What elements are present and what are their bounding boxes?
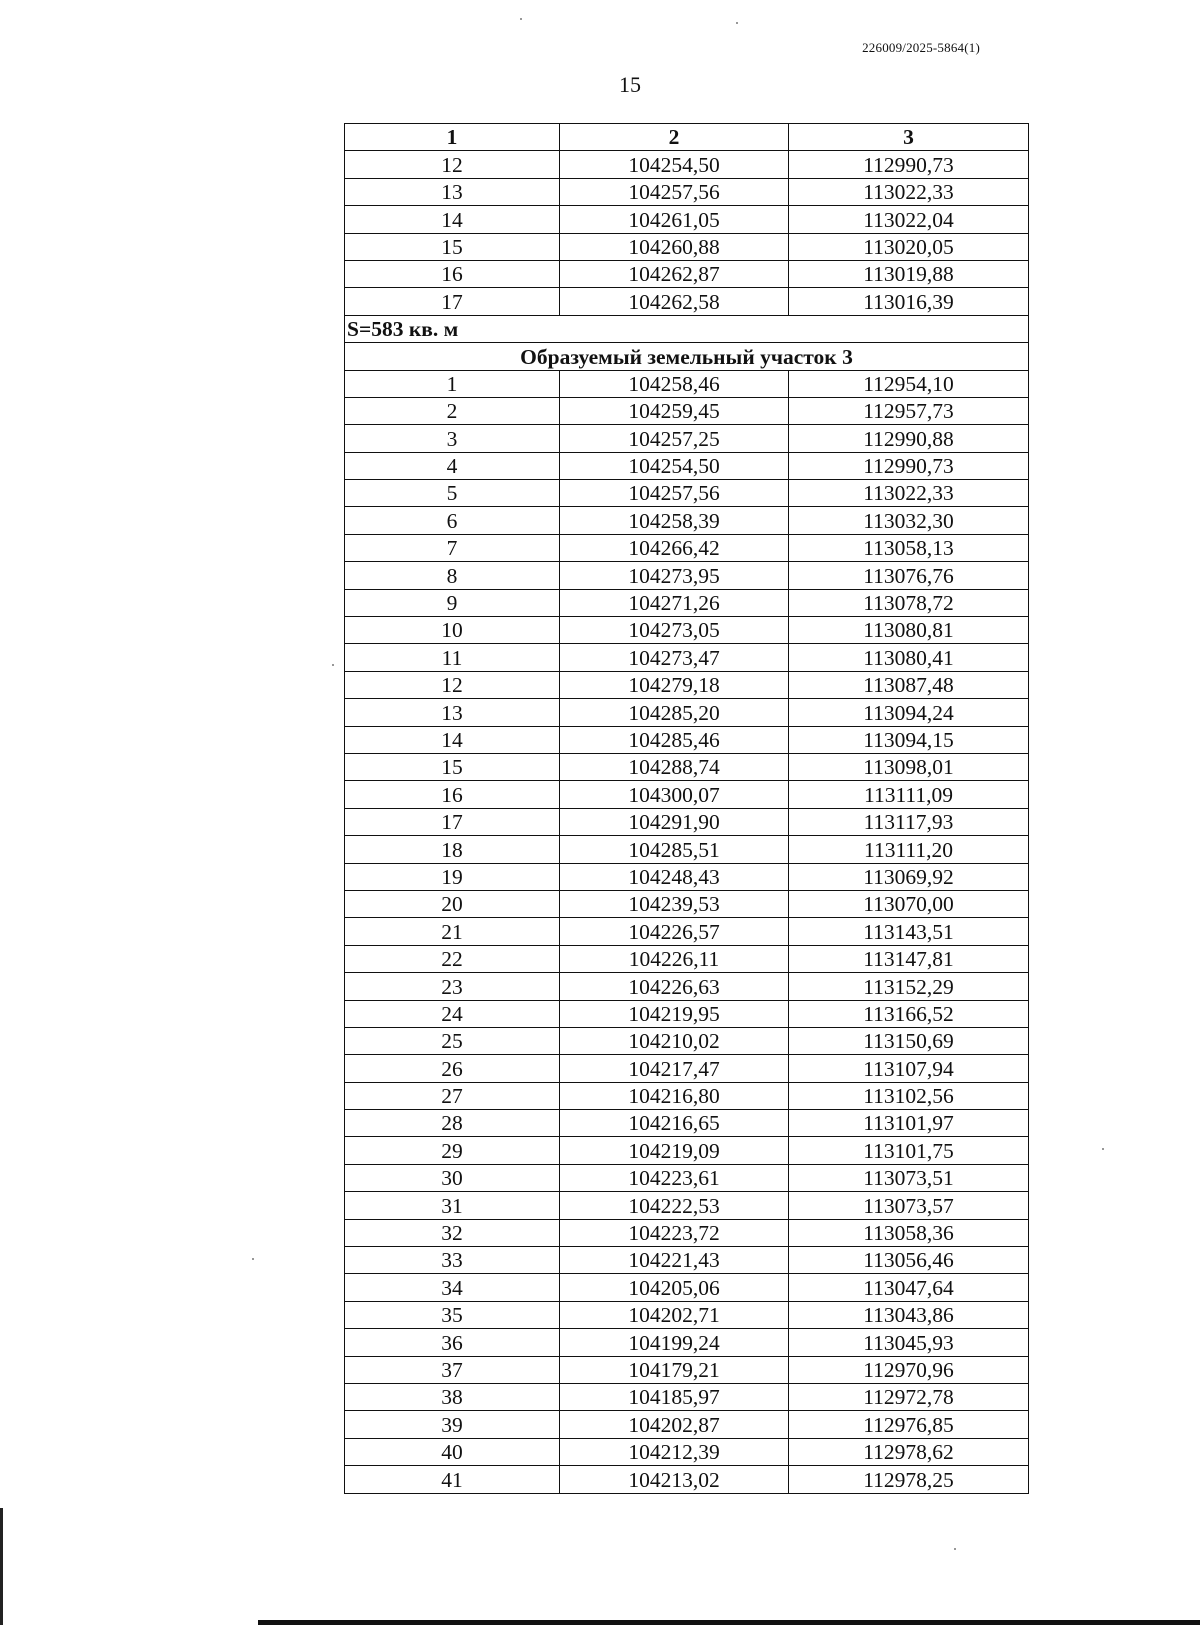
x-coordinate-cell: 104212,39	[560, 1438, 789, 1465]
y-coordinate-cell: 113111,09	[789, 781, 1029, 808]
table-row	[345, 1164, 1029, 1191]
x-coordinate-cell: 104219,09	[560, 1137, 789, 1164]
table-row	[345, 1027, 1029, 1054]
table-row	[345, 973, 1029, 1000]
point-number-cell: 14	[345, 726, 560, 753]
point-number-cell: 13	[345, 178, 560, 205]
y-coordinate-cell: 113080,81	[789, 617, 1029, 644]
point-number-cell: 33	[345, 1247, 560, 1274]
coordinates-table-body	[345, 124, 1029, 1494]
section-title: Образуемый земельный участок 3	[345, 343, 1029, 370]
table-row	[345, 233, 1029, 260]
table-row	[345, 1438, 1029, 1465]
table-row	[345, 507, 1029, 534]
point-number-cell: 7	[345, 534, 560, 561]
table-row	[345, 589, 1029, 616]
point-number-cell: 2	[345, 397, 560, 424]
document-number: 226009/2025-5864(1)	[862, 40, 980, 55]
table-row	[345, 644, 1029, 671]
x-coordinate-cell: 104285,20	[560, 699, 789, 726]
y-coordinate-cell: 113080,41	[789, 644, 1029, 671]
table-row	[345, 1219, 1029, 1246]
x-coordinate-cell: 104223,61	[560, 1164, 789, 1191]
table-row	[345, 1247, 1029, 1274]
table-row	[345, 726, 1029, 753]
x-coordinate-cell: 104202,87	[560, 1411, 789, 1438]
x-coordinate-cell: 104216,65	[560, 1110, 789, 1137]
x-coordinate-cell: 104285,46	[560, 726, 789, 753]
page-number: 15	[619, 72, 641, 97]
x-coordinate-cell: 104219,95	[560, 1000, 789, 1027]
y-coordinate-cell: 113094,24	[789, 699, 1029, 726]
x-coordinate-cell: 104179,21	[560, 1356, 789, 1383]
table-row	[345, 480, 1029, 507]
x-coordinate-cell: 104222,53	[560, 1192, 789, 1219]
table-row	[345, 534, 1029, 561]
y-coordinate-cell: 112990,73	[789, 452, 1029, 479]
table-row	[345, 452, 1029, 479]
y-coordinate-cell: 113111,20	[789, 836, 1029, 863]
table-row	[345, 918, 1029, 945]
y-coordinate-cell: 112972,78	[789, 1383, 1029, 1410]
x-coordinate-cell: 104254,50	[560, 452, 789, 479]
point-number-cell: 12	[345, 671, 560, 698]
header-cell-y: 3	[789, 124, 1029, 151]
table-row	[345, 562, 1029, 589]
x-coordinate-cell: 104257,25	[560, 425, 789, 452]
y-coordinate-cell: 113152,29	[789, 973, 1029, 1000]
x-coordinate-cell: 104300,07	[560, 781, 789, 808]
table-row	[345, 945, 1029, 972]
y-coordinate-cell: 113101,97	[789, 1110, 1029, 1137]
point-number-cell: 22	[345, 945, 560, 972]
table-row	[345, 808, 1029, 835]
table-row	[345, 1055, 1029, 1082]
x-coordinate-cell: 104223,72	[560, 1219, 789, 1246]
point-number-cell: 31	[345, 1192, 560, 1219]
coordinates-table	[344, 123, 1029, 1494]
table-row	[345, 890, 1029, 917]
y-coordinate-cell: 113032,30	[789, 507, 1029, 534]
table-row	[345, 781, 1029, 808]
y-coordinate-cell: 113019,88	[789, 260, 1029, 287]
point-number-cell: 9	[345, 589, 560, 616]
table-row	[345, 1192, 1029, 1219]
point-number-cell: 39	[345, 1411, 560, 1438]
x-coordinate-cell: 104202,71	[560, 1301, 789, 1328]
point-number-cell: 8	[345, 562, 560, 589]
point-number-cell: 1	[345, 370, 560, 397]
table-row	[345, 425, 1029, 452]
y-coordinate-cell: 113058,13	[789, 534, 1029, 561]
x-coordinate-cell: 104262,87	[560, 260, 789, 287]
y-coordinate-cell: 112978,62	[789, 1438, 1029, 1465]
x-coordinate-cell: 104217,47	[560, 1055, 789, 1082]
point-number-cell: 11	[345, 644, 560, 671]
header-cell-point: 1	[345, 124, 560, 151]
point-number-cell: 6	[345, 507, 560, 534]
x-coordinate-cell: 104288,74	[560, 753, 789, 780]
y-coordinate-cell: 112990,73	[789, 151, 1029, 178]
x-coordinate-cell: 104199,24	[560, 1329, 789, 1356]
x-coordinate-cell: 104273,95	[560, 562, 789, 589]
area-label: S=583 кв. м	[345, 315, 1029, 342]
y-coordinate-cell: 113147,81	[789, 945, 1029, 972]
y-coordinate-cell: 112990,88	[789, 425, 1029, 452]
point-number-cell: 40	[345, 1438, 560, 1465]
scan-speck	[736, 22, 738, 24]
point-number-cell: 34	[345, 1274, 560, 1301]
y-coordinate-cell: 112957,73	[789, 397, 1029, 424]
point-number-cell: 35	[345, 1301, 560, 1328]
table-row	[345, 1000, 1029, 1027]
y-coordinate-cell: 113102,56	[789, 1082, 1029, 1109]
x-coordinate-cell: 104216,80	[560, 1082, 789, 1109]
point-number-cell: 23	[345, 973, 560, 1000]
table-row	[345, 863, 1029, 890]
x-coordinate-cell: 104266,42	[560, 534, 789, 561]
point-number-cell: 17	[345, 288, 560, 315]
point-number-cell: 4	[345, 452, 560, 479]
point-number-cell: 32	[345, 1219, 560, 1246]
x-coordinate-cell: 104185,97	[560, 1383, 789, 1410]
point-number-cell: 18	[345, 836, 560, 863]
point-number-cell: 17	[345, 808, 560, 835]
table-row	[345, 617, 1029, 644]
area-label-row	[345, 315, 1029, 342]
point-number-cell: 24	[345, 1000, 560, 1027]
table-row	[345, 1411, 1029, 1438]
table-row	[345, 1137, 1029, 1164]
point-number-cell: 5	[345, 480, 560, 507]
y-coordinate-cell: 113143,51	[789, 918, 1029, 945]
point-number-cell: 21	[345, 918, 560, 945]
y-coordinate-cell: 113087,48	[789, 671, 1029, 698]
table-row	[345, 206, 1029, 233]
point-number-cell: 15	[345, 233, 560, 260]
scan-edge-left	[0, 1508, 3, 1625]
x-coordinate-cell: 104285,51	[560, 836, 789, 863]
point-number-cell: 15	[345, 753, 560, 780]
y-coordinate-cell: 113150,69	[789, 1027, 1029, 1054]
y-coordinate-cell: 113069,92	[789, 863, 1029, 890]
point-number-cell: 37	[345, 1356, 560, 1383]
y-coordinate-cell: 113020,05	[789, 233, 1029, 260]
table-row	[345, 1356, 1029, 1383]
y-coordinate-cell: 113056,46	[789, 1247, 1029, 1274]
point-number-cell: 12	[345, 151, 560, 178]
table-row	[345, 1383, 1029, 1410]
x-coordinate-cell: 104257,56	[560, 178, 789, 205]
table-row	[345, 753, 1029, 780]
x-coordinate-cell: 104226,11	[560, 945, 789, 972]
table-row	[345, 288, 1029, 315]
scan-speck	[332, 664, 334, 666]
y-coordinate-cell: 113016,39	[789, 288, 1029, 315]
x-coordinate-cell: 104291,90	[560, 808, 789, 835]
table-row	[345, 370, 1029, 397]
y-coordinate-cell: 113073,51	[789, 1164, 1029, 1191]
y-coordinate-cell: 112978,25	[789, 1466, 1029, 1493]
y-coordinate-cell: 113058,36	[789, 1219, 1029, 1246]
y-coordinate-cell: 113098,01	[789, 753, 1029, 780]
point-number-cell: 10	[345, 617, 560, 644]
y-coordinate-cell: 113101,75	[789, 1137, 1029, 1164]
scan-speck	[252, 1258, 254, 1260]
x-coordinate-cell: 104205,06	[560, 1274, 789, 1301]
y-coordinate-cell: 113078,72	[789, 589, 1029, 616]
point-number-cell: 38	[345, 1383, 560, 1410]
y-coordinate-cell: 113047,64	[789, 1274, 1029, 1301]
section-title-row	[345, 343, 1029, 370]
point-number-cell: 20	[345, 890, 560, 917]
y-coordinate-cell: 113022,33	[789, 178, 1029, 205]
point-number-cell: 26	[345, 1055, 560, 1082]
x-coordinate-cell: 104271,26	[560, 589, 789, 616]
x-coordinate-cell: 104260,88	[560, 233, 789, 260]
y-coordinate-cell: 113045,93	[789, 1329, 1029, 1356]
point-number-cell: 14	[345, 206, 560, 233]
y-coordinate-cell: 112970,96	[789, 1356, 1029, 1383]
x-coordinate-cell: 104279,18	[560, 671, 789, 698]
point-number-cell: 16	[345, 260, 560, 287]
x-coordinate-cell: 104239,53	[560, 890, 789, 917]
y-coordinate-cell: 113022,04	[789, 206, 1029, 233]
y-coordinate-cell: 113022,33	[789, 480, 1029, 507]
x-coordinate-cell: 104210,02	[560, 1027, 789, 1054]
header-row	[345, 124, 1029, 151]
y-coordinate-cell: 113076,76	[789, 562, 1029, 589]
scan-speck	[520, 18, 522, 20]
scan-speck	[1102, 1148, 1104, 1150]
point-number-cell: 19	[345, 863, 560, 890]
y-coordinate-cell: 112976,85	[789, 1411, 1029, 1438]
x-coordinate-cell: 104262,58	[560, 288, 789, 315]
y-coordinate-cell: 113094,15	[789, 726, 1029, 753]
table-row	[345, 1110, 1029, 1137]
table-row	[345, 151, 1029, 178]
x-coordinate-cell: 104273,47	[560, 644, 789, 671]
point-number-cell: 13	[345, 699, 560, 726]
x-coordinate-cell: 104259,45	[560, 397, 789, 424]
table-row	[345, 836, 1029, 863]
y-coordinate-cell: 113107,94	[789, 1055, 1029, 1082]
point-number-cell: 16	[345, 781, 560, 808]
point-number-cell: 30	[345, 1164, 560, 1191]
table-row	[345, 1082, 1029, 1109]
x-coordinate-cell: 104261,05	[560, 206, 789, 233]
x-coordinate-cell: 104273,05	[560, 617, 789, 644]
x-coordinate-cell: 104254,50	[560, 151, 789, 178]
point-number-cell: 29	[345, 1137, 560, 1164]
table-row	[345, 1301, 1029, 1328]
x-coordinate-cell: 104226,63	[560, 973, 789, 1000]
x-coordinate-cell: 104248,43	[560, 863, 789, 890]
table-row	[345, 1466, 1029, 1493]
point-number-cell: 25	[345, 1027, 560, 1054]
table-row	[345, 260, 1029, 287]
table-row	[345, 1329, 1029, 1356]
table-row	[345, 178, 1029, 205]
y-coordinate-cell: 112954,10	[789, 370, 1029, 397]
y-coordinate-cell: 113166,52	[789, 1000, 1029, 1027]
point-number-cell: 28	[345, 1110, 560, 1137]
x-coordinate-cell: 104221,43	[560, 1247, 789, 1274]
scan-edge-bottom	[258, 1620, 1200, 1625]
table-row	[345, 699, 1029, 726]
point-number-cell: 36	[345, 1329, 560, 1356]
header-cell-x: 2	[560, 124, 789, 151]
scan-speck	[954, 1548, 956, 1550]
point-number-cell: 3	[345, 425, 560, 452]
point-number-cell: 27	[345, 1082, 560, 1109]
table-row	[345, 671, 1029, 698]
y-coordinate-cell: 113073,57	[789, 1192, 1029, 1219]
point-number-cell: 41	[345, 1466, 560, 1493]
x-coordinate-cell: 104226,57	[560, 918, 789, 945]
x-coordinate-cell: 104213,02	[560, 1466, 789, 1493]
x-coordinate-cell: 104258,46	[560, 370, 789, 397]
y-coordinate-cell: 113117,93	[789, 808, 1029, 835]
x-coordinate-cell: 104257,56	[560, 480, 789, 507]
y-coordinate-cell: 113070,00	[789, 890, 1029, 917]
table-row	[345, 1274, 1029, 1301]
y-coordinate-cell: 113043,86	[789, 1301, 1029, 1328]
x-coordinate-cell: 104258,39	[560, 507, 789, 534]
table-row	[345, 397, 1029, 424]
